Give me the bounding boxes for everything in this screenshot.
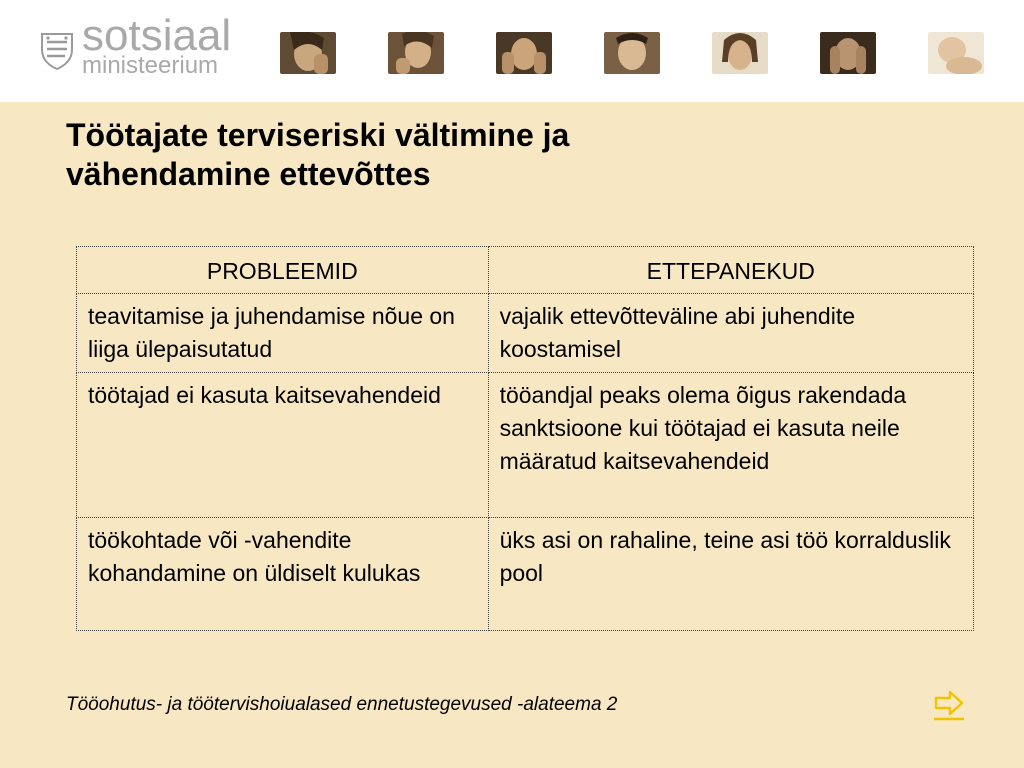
slide-title bbox=[66, 116, 766, 194]
table-row bbox=[77, 373, 974, 518]
photo-woman-thinking bbox=[388, 32, 444, 74]
photo-man-hands-on-face-2 bbox=[820, 32, 876, 74]
photo-man-smiling bbox=[604, 32, 660, 74]
logo-text-ministeerium: ministeerium bbox=[82, 52, 219, 79]
column-header-problems: PROBLEEMID bbox=[77, 247, 489, 294]
proposal-cell: üks asi on rahaline, teine asi töö korralduslik pool bbox=[488, 518, 973, 631]
coat-of-arms-icon bbox=[38, 30, 76, 70]
problem-cell: töötajad ei kasuta kaitsevahendeid bbox=[77, 373, 489, 518]
photo-woman-young bbox=[712, 32, 768, 74]
logo-text-sotsiaal: sotsiaal bbox=[82, 11, 232, 60]
table-row bbox=[77, 294, 974, 373]
table-header-row bbox=[77, 247, 974, 294]
column-header-proposals: ETTEPANEKUD bbox=[488, 247, 973, 294]
table-row bbox=[77, 518, 974, 631]
photo-baby bbox=[928, 32, 984, 74]
arrow-right-icon bbox=[932, 688, 966, 722]
footer-caption: Tööohutus- ja töötervishoiualased ennetustegevused -alateema 2 bbox=[66, 694, 618, 715]
photo-man-hands-on-face bbox=[496, 32, 552, 74]
ministry-logo bbox=[38, 11, 243, 82]
photo-woman-hand-on-face bbox=[280, 32, 336, 74]
proposal-cell: tööandjal peaks olema õigus rakendada sanktsioone kui töötajad ei kasuta neile määratud kaitsevahendeid bbox=[488, 373, 973, 518]
problems-proposals-table bbox=[76, 246, 974, 631]
slide-title-line2: vähendamine ettevõttes bbox=[66, 156, 431, 192]
slide-title-line1: Töötajate terviseriski vältimine ja bbox=[66, 117, 570, 153]
header-banner bbox=[0, 0, 1024, 102]
next-slide-button[interactable] bbox=[932, 688, 966, 722]
proposal-cell: vajalik ettevõtteväline abi juhendite koostamisel bbox=[488, 294, 973, 373]
problem-cell: töökohtade või -vahendite kohandamine on üldiselt kulukas bbox=[77, 518, 489, 631]
problem-cell: teavitamise ja juhendamise nõue on liiga ülepaisutatud bbox=[77, 294, 489, 373]
